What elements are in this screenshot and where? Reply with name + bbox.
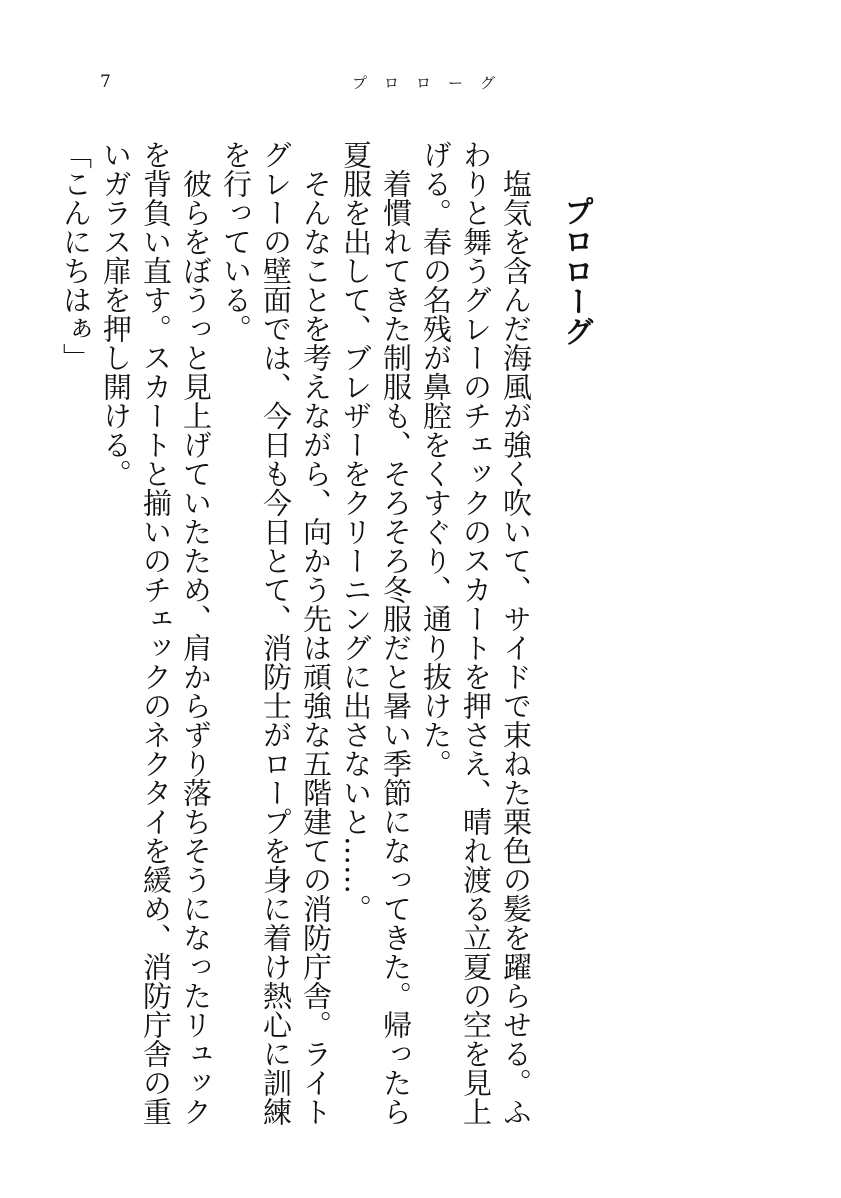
paragraph-4: 彼らをぼうっと見上げていたため、肩からずり落ちそうになったリュックを背負い直す。スカートと揃いのチェックのネクタイを緩め、消防庁舎の重いガラス扉を押し開ける。 xyxy=(99,140,213,1126)
paragraph-3: そんなことを考えながら、向かう先は頑強な五階建ての消防庁舎。ライトグレーの壁面では、今日も今日とて、消防士がロープを身に着け熱心に訓練を行っている。 xyxy=(219,140,333,1126)
running-head: プロローグ xyxy=(352,74,513,92)
body-text xyxy=(59,140,536,1130)
paragraph-2: 着慣れてきた制服も、そろそろ冬服だと暑い季節になってきた。帰ったら夏服を出して、ブレザーをクリーニングに出さないと……。 xyxy=(339,140,413,1126)
paragraph-1: 塩気を含んだ海風が強く吹いて、サイドで束ねた栗色の髪を躍らせる。ふわりと舞うグレーのチェックのスカートを押さえ、晴れ渡る立夏の空を見上げる。春の名残が鼻腔をくすぐり、通り抜けた。 xyxy=(419,140,533,1126)
chapter-title: プロローグ xyxy=(558,196,593,346)
page-number: 7 xyxy=(100,72,111,92)
paragraph-5: 「こんにちはぁ」 xyxy=(59,140,93,372)
